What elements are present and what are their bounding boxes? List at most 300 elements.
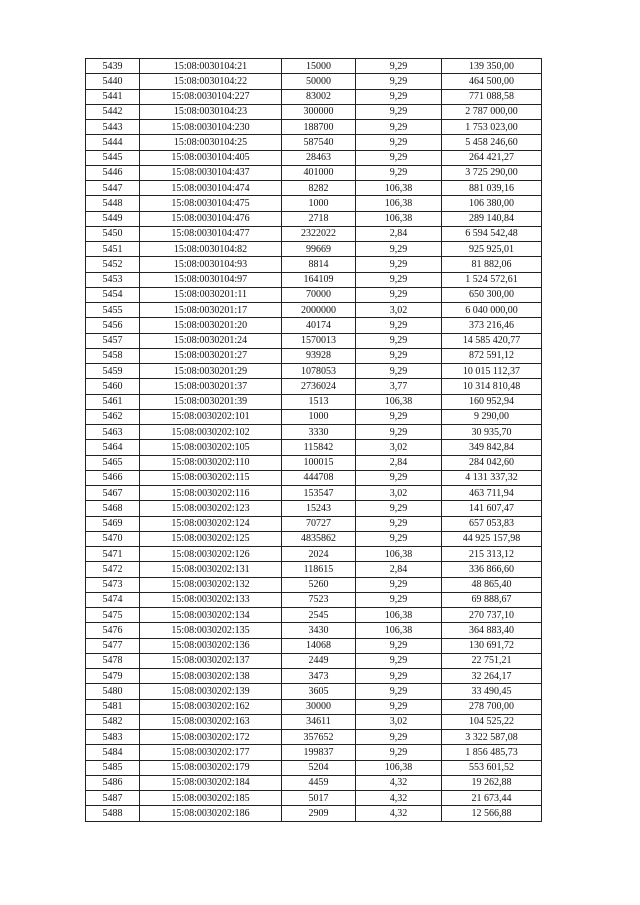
area-cell: 2545 — [282, 608, 356, 623]
value-cell: 44 925 157,98 — [442, 531, 542, 546]
area-cell: 199837 — [282, 745, 356, 760]
area-cell: 1000 — [282, 409, 356, 424]
row-number-cell: 5453 — [86, 272, 140, 287]
table-row — [86, 501, 542, 516]
row-number-cell: 5484 — [86, 745, 140, 760]
value-cell: 1 856 485,73 — [442, 745, 542, 760]
area-cell: 115842 — [282, 440, 356, 455]
value-cell: 650 300,00 — [442, 287, 542, 302]
table-row — [86, 791, 542, 806]
row-number-cell: 5473 — [86, 577, 140, 592]
rate-cell: 106,38 — [356, 608, 442, 623]
value-cell: 657 053,83 — [442, 516, 542, 531]
cadastral-number-cell: 15:08:0030104:97 — [140, 272, 282, 287]
area-cell: 300000 — [282, 104, 356, 119]
value-cell: 215 313,12 — [442, 547, 542, 562]
row-number-cell: 5488 — [86, 806, 140, 821]
value-cell: 349 842,84 — [442, 440, 542, 455]
cadastral-number-cell: 15:08:0030201:39 — [140, 394, 282, 409]
row-number-cell: 5442 — [86, 104, 140, 119]
rate-cell: 106,38 — [356, 760, 442, 775]
row-number-cell: 5444 — [86, 135, 140, 150]
value-cell: 10 015 112,37 — [442, 364, 542, 379]
area-cell: 2322022 — [282, 226, 356, 241]
area-cell: 70000 — [282, 287, 356, 302]
value-cell: 9 290,00 — [442, 409, 542, 424]
cadastral-number-cell: 15:08:0030202:185 — [140, 791, 282, 806]
table-row — [86, 623, 542, 638]
value-cell: 4 131 337,32 — [442, 470, 542, 485]
cadastral-number-cell: 15:08:0030201:24 — [140, 333, 282, 348]
area-cell: 2909 — [282, 806, 356, 821]
row-number-cell: 5454 — [86, 287, 140, 302]
table-row — [86, 714, 542, 729]
cadastral-number-cell: 15:08:0030104:474 — [140, 181, 282, 196]
rate-cell: 9,29 — [356, 89, 442, 104]
table-row — [86, 89, 542, 104]
table-row — [86, 348, 542, 363]
rate-cell: 9,29 — [356, 425, 442, 440]
cadastral-number-cell: 15:08:0030104:25 — [140, 135, 282, 150]
cadastral-number-cell: 15:08:0030202:162 — [140, 699, 282, 714]
rate-cell: 9,29 — [356, 531, 442, 546]
table-row — [86, 531, 542, 546]
value-cell: 12 566,88 — [442, 806, 542, 821]
cadastral-number-cell: 15:08:0030202:132 — [140, 577, 282, 592]
table-row — [86, 318, 542, 333]
area-cell: 3430 — [282, 623, 356, 638]
rate-cell: 9,29 — [356, 120, 442, 135]
cadastral-number-cell: 15:08:0030104:230 — [140, 120, 282, 135]
row-number-cell: 5458 — [86, 348, 140, 363]
rate-cell: 3,02 — [356, 440, 442, 455]
area-cell: 99669 — [282, 242, 356, 257]
rate-cell: 9,29 — [356, 287, 442, 302]
row-number-cell: 5487 — [86, 791, 140, 806]
value-cell: 925 925,01 — [442, 242, 542, 257]
area-cell: 15000 — [282, 59, 356, 74]
table-row — [86, 242, 542, 257]
area-cell: 3473 — [282, 669, 356, 684]
cadastral-number-cell: 15:08:0030104:405 — [140, 150, 282, 165]
value-cell: 48 865,40 — [442, 577, 542, 592]
value-cell: 69 888,67 — [442, 592, 542, 607]
cadastral-number-cell: 15:08:0030104:437 — [140, 165, 282, 180]
value-cell: 278 700,00 — [442, 699, 542, 714]
table-row — [86, 59, 542, 74]
rate-cell: 106,38 — [356, 394, 442, 409]
value-cell: 373 216,46 — [442, 318, 542, 333]
rate-cell: 9,29 — [356, 364, 442, 379]
row-number-cell: 5470 — [86, 531, 140, 546]
table-row — [86, 181, 542, 196]
row-number-cell: 5457 — [86, 333, 140, 348]
rate-cell: 106,38 — [356, 547, 442, 562]
rate-cell: 2,84 — [356, 226, 442, 241]
area-cell: 444708 — [282, 470, 356, 485]
area-cell: 30000 — [282, 699, 356, 714]
table-row — [86, 165, 542, 180]
table-row — [86, 699, 542, 714]
value-cell: 1 524 572,61 — [442, 272, 542, 287]
row-number-cell: 5439 — [86, 59, 140, 74]
row-number-cell: 5452 — [86, 257, 140, 272]
value-cell: 2 787 000,00 — [442, 104, 542, 119]
area-cell: 3330 — [282, 425, 356, 440]
rate-cell: 106,38 — [356, 181, 442, 196]
area-cell: 83002 — [282, 89, 356, 104]
cadastral-number-cell: 15:08:0030202:137 — [140, 653, 282, 668]
value-cell: 6 040 000,00 — [442, 303, 542, 318]
cadastral-number-cell: 15:08:0030202:125 — [140, 531, 282, 546]
value-cell: 336 866,60 — [442, 562, 542, 577]
value-cell: 130 691,72 — [442, 638, 542, 653]
rate-cell: 106,38 — [356, 623, 442, 638]
cadastral-number-cell: 15:08:0030202:101 — [140, 409, 282, 424]
cadastral-number-cell: 15:08:0030202:123 — [140, 501, 282, 516]
cadastral-number-cell: 15:08:0030202:138 — [140, 669, 282, 684]
row-number-cell: 5461 — [86, 394, 140, 409]
value-cell: 3 322 587,08 — [442, 730, 542, 745]
cadastral-number-cell: 15:08:0030104:227 — [140, 89, 282, 104]
row-number-cell: 5479 — [86, 669, 140, 684]
area-cell: 15243 — [282, 501, 356, 516]
value-cell: 289 140,84 — [442, 211, 542, 226]
area-cell: 4835862 — [282, 531, 356, 546]
area-cell: 153547 — [282, 486, 356, 501]
row-number-cell: 5451 — [86, 242, 140, 257]
row-number-cell: 5443 — [86, 120, 140, 135]
table-row — [86, 577, 542, 592]
row-number-cell: 5456 — [86, 318, 140, 333]
rate-cell: 9,29 — [356, 318, 442, 333]
table-row — [86, 775, 542, 790]
rate-cell: 3,02 — [356, 486, 442, 501]
rate-cell: 4,32 — [356, 775, 442, 790]
cadastral-number-cell: 15:08:0030202:184 — [140, 775, 282, 790]
cadastral-number-cell: 15:08:0030104:477 — [140, 226, 282, 241]
value-cell: 141 607,47 — [442, 501, 542, 516]
rate-cell: 9,29 — [356, 59, 442, 74]
table-row — [86, 608, 542, 623]
cadastral-number-cell: 15:08:0030104:82 — [140, 242, 282, 257]
area-cell: 357652 — [282, 730, 356, 745]
value-cell: 364 883,40 — [442, 623, 542, 638]
value-cell: 270 737,10 — [442, 608, 542, 623]
cadastral-number-cell: 15:08:0030104:21 — [140, 59, 282, 74]
table-row — [86, 562, 542, 577]
area-cell: 50000 — [282, 74, 356, 89]
area-cell: 2000000 — [282, 303, 356, 318]
area-cell: 5260 — [282, 577, 356, 592]
row-number-cell: 5477 — [86, 638, 140, 653]
value-cell: 553 601,52 — [442, 760, 542, 775]
row-number-cell: 5480 — [86, 684, 140, 699]
value-cell: 139 350,00 — [442, 59, 542, 74]
value-cell: 104 525,22 — [442, 714, 542, 729]
rate-cell: 3,02 — [356, 303, 442, 318]
table-row — [86, 470, 542, 485]
area-cell: 5017 — [282, 791, 356, 806]
area-cell: 401000 — [282, 165, 356, 180]
rate-cell: 9,29 — [356, 638, 442, 653]
row-number-cell: 5474 — [86, 592, 140, 607]
table-body — [86, 59, 542, 822]
value-cell: 463 711,94 — [442, 486, 542, 501]
cadastral-number-cell: 15:08:0030201:20 — [140, 318, 282, 333]
rate-cell: 106,38 — [356, 196, 442, 211]
row-number-cell: 5449 — [86, 211, 140, 226]
rate-cell: 2,84 — [356, 562, 442, 577]
row-number-cell: 5459 — [86, 364, 140, 379]
rate-cell: 9,29 — [356, 348, 442, 363]
row-number-cell: 5465 — [86, 455, 140, 470]
area-cell: 93928 — [282, 348, 356, 363]
table-row — [86, 409, 542, 424]
cadastral-number-cell: 15:08:0030202:135 — [140, 623, 282, 638]
rate-cell: 9,29 — [356, 669, 442, 684]
rate-cell: 9,29 — [356, 684, 442, 699]
value-cell: 19 262,88 — [442, 775, 542, 790]
row-number-cell: 5463 — [86, 425, 140, 440]
row-number-cell: 5482 — [86, 714, 140, 729]
rate-cell: 9,29 — [356, 165, 442, 180]
value-cell: 10 314 810,48 — [442, 379, 542, 394]
row-number-cell: 5464 — [86, 440, 140, 455]
area-cell: 7523 — [282, 592, 356, 607]
cadastral-number-cell: 15:08:0030202:139 — [140, 684, 282, 699]
cadastral-number-cell: 15:08:0030202:136 — [140, 638, 282, 653]
rate-cell: 9,29 — [356, 730, 442, 745]
value-cell: 21 673,44 — [442, 791, 542, 806]
value-cell: 32 264,17 — [442, 669, 542, 684]
table-row — [86, 272, 542, 287]
row-number-cell: 5476 — [86, 623, 140, 638]
value-cell: 264 421,27 — [442, 150, 542, 165]
rate-cell: 2,84 — [356, 455, 442, 470]
table-row — [86, 684, 542, 699]
rate-cell: 106,38 — [356, 211, 442, 226]
rate-cell: 9,29 — [356, 592, 442, 607]
area-cell: 8282 — [282, 181, 356, 196]
area-cell: 1078053 — [282, 364, 356, 379]
rate-cell: 4,32 — [356, 791, 442, 806]
row-number-cell: 5471 — [86, 547, 140, 562]
row-number-cell: 5455 — [86, 303, 140, 318]
row-number-cell: 5472 — [86, 562, 140, 577]
table-row — [86, 547, 542, 562]
cadastral-number-cell: 15:08:0030104:23 — [140, 104, 282, 119]
table-row — [86, 287, 542, 302]
value-cell: 872 591,12 — [442, 348, 542, 363]
table-row — [86, 638, 542, 653]
cadastral-number-cell: 15:08:0030202:110 — [140, 455, 282, 470]
area-cell: 4459 — [282, 775, 356, 790]
table-row — [86, 211, 542, 226]
cadastral-number-cell: 15:08:0030202:131 — [140, 562, 282, 577]
value-cell: 881 039,16 — [442, 181, 542, 196]
area-cell: 40174 — [282, 318, 356, 333]
table-row — [86, 425, 542, 440]
rate-cell: 9,29 — [356, 242, 442, 257]
cadastral-number-cell: 15:08:0030104:475 — [140, 196, 282, 211]
area-cell: 188700 — [282, 120, 356, 135]
table-row — [86, 135, 542, 150]
cadastral-number-cell: 15:08:0030202:163 — [140, 714, 282, 729]
cadastral-number-cell: 15:08:0030202:177 — [140, 745, 282, 760]
value-cell: 160 952,94 — [442, 394, 542, 409]
value-cell: 81 882,06 — [442, 257, 542, 272]
area-cell: 118615 — [282, 562, 356, 577]
cadastral-number-cell: 15:08:0030104:476 — [140, 211, 282, 226]
rate-cell: 9,29 — [356, 74, 442, 89]
row-number-cell: 5468 — [86, 501, 140, 516]
value-cell: 6 594 542,48 — [442, 226, 542, 241]
cadastral-number-cell: 15:08:0030202:102 — [140, 425, 282, 440]
row-number-cell: 5446 — [86, 165, 140, 180]
area-cell: 2024 — [282, 547, 356, 562]
area-cell: 14068 — [282, 638, 356, 653]
cadastral-number-cell: 15:08:0030201:11 — [140, 287, 282, 302]
row-number-cell: 5481 — [86, 699, 140, 714]
row-number-cell: 5460 — [86, 379, 140, 394]
rate-cell: 9,29 — [356, 577, 442, 592]
row-number-cell: 5483 — [86, 730, 140, 745]
value-cell: 14 585 420,77 — [442, 333, 542, 348]
table-row — [86, 150, 542, 165]
cadastral-number-cell: 15:08:0030201:37 — [140, 379, 282, 394]
rate-cell: 9,29 — [356, 135, 442, 150]
table-row — [86, 120, 542, 135]
rate-cell: 3,02 — [356, 714, 442, 729]
cadastral-number-cell: 15:08:0030202:116 — [140, 486, 282, 501]
rate-cell: 9,29 — [356, 333, 442, 348]
area-cell: 2449 — [282, 653, 356, 668]
cadastral-number-cell: 15:08:0030202:126 — [140, 547, 282, 562]
cadastral-number-cell: 15:08:0030202:124 — [140, 516, 282, 531]
table-row — [86, 104, 542, 119]
value-cell: 22 751,21 — [442, 653, 542, 668]
rate-cell: 9,29 — [356, 699, 442, 714]
table-row — [86, 74, 542, 89]
table-row — [86, 303, 542, 318]
cadastral-number-cell: 15:08:0030104:93 — [140, 257, 282, 272]
table-row — [86, 730, 542, 745]
area-cell: 34611 — [282, 714, 356, 729]
area-cell: 2718 — [282, 211, 356, 226]
area-cell: 8814 — [282, 257, 356, 272]
rate-cell: 9,29 — [356, 272, 442, 287]
table-row — [86, 516, 542, 531]
value-cell: 771 088,58 — [442, 89, 542, 104]
row-number-cell: 5478 — [86, 653, 140, 668]
area-cell: 1000 — [282, 196, 356, 211]
area-cell: 2736024 — [282, 379, 356, 394]
table-row — [86, 333, 542, 348]
value-cell: 464 500,00 — [442, 74, 542, 89]
row-number-cell: 5466 — [86, 470, 140, 485]
rate-cell: 4,32 — [356, 806, 442, 821]
area-cell: 5204 — [282, 760, 356, 775]
cadastral-number-cell: 15:08:0030202:115 — [140, 470, 282, 485]
cadastral-number-cell: 15:08:0030202:133 — [140, 592, 282, 607]
rate-cell: 9,29 — [356, 501, 442, 516]
table-row — [86, 364, 542, 379]
table-row — [86, 806, 542, 821]
row-number-cell: 5448 — [86, 196, 140, 211]
rate-cell: 9,29 — [356, 516, 442, 531]
table-row — [86, 592, 542, 607]
rate-cell: 9,29 — [356, 104, 442, 119]
value-cell: 5 458 246,60 — [442, 135, 542, 150]
value-cell: 30 935,70 — [442, 425, 542, 440]
area-cell: 1513 — [282, 394, 356, 409]
row-number-cell: 5475 — [86, 608, 140, 623]
area-cell: 164109 — [282, 272, 356, 287]
area-cell: 1570013 — [282, 333, 356, 348]
rate-cell: 9,29 — [356, 470, 442, 485]
row-number-cell: 5441 — [86, 89, 140, 104]
rate-cell: 9,29 — [356, 745, 442, 760]
area-cell: 587540 — [282, 135, 356, 150]
row-number-cell: 5450 — [86, 226, 140, 241]
table-row — [86, 226, 542, 241]
row-number-cell: 5440 — [86, 74, 140, 89]
rate-cell: 9,29 — [356, 257, 442, 272]
rate-cell: 3,77 — [356, 379, 442, 394]
cadastral-number-cell: 15:08:0030202:172 — [140, 730, 282, 745]
rate-cell: 9,29 — [356, 150, 442, 165]
cadastral-number-cell: 15:08:0030202:186 — [140, 806, 282, 821]
table-row — [86, 394, 542, 409]
value-cell: 106 380,00 — [442, 196, 542, 211]
table-row — [86, 455, 542, 470]
value-cell: 1 753 023,00 — [442, 120, 542, 135]
row-number-cell: 5447 — [86, 181, 140, 196]
cadastral-number-cell: 15:08:0030202:105 — [140, 440, 282, 455]
cadastral-number-cell: 15:08:0030202:179 — [140, 760, 282, 775]
row-number-cell: 5467 — [86, 486, 140, 501]
value-cell: 33 490,45 — [442, 684, 542, 699]
row-number-cell: 5486 — [86, 775, 140, 790]
cadastral-number-cell: 15:08:0030202:134 — [140, 608, 282, 623]
table-row — [86, 669, 542, 684]
cadastral-number-cell: 15:08:0030201:17 — [140, 303, 282, 318]
cadastral-number-cell: 15:08:0030201:29 — [140, 364, 282, 379]
table-row — [86, 760, 542, 775]
row-number-cell: 5462 — [86, 409, 140, 424]
row-number-cell: 5445 — [86, 150, 140, 165]
area-cell: 70727 — [282, 516, 356, 531]
table-row — [86, 745, 542, 760]
value-cell: 284 042,60 — [442, 455, 542, 470]
table-row — [86, 486, 542, 501]
area-cell: 28463 — [282, 150, 356, 165]
area-cell: 3605 — [282, 684, 356, 699]
rate-cell: 9,29 — [356, 409, 442, 424]
cadastral-value-table — [85, 58, 542, 822]
cadastral-number-cell: 15:08:0030104:22 — [140, 74, 282, 89]
row-number-cell: 5485 — [86, 760, 140, 775]
table-row — [86, 257, 542, 272]
value-cell: 3 725 290,00 — [442, 165, 542, 180]
table-row — [86, 196, 542, 211]
cadastral-number-cell: 15:08:0030201:27 — [140, 348, 282, 363]
rate-cell: 9,29 — [356, 653, 442, 668]
row-number-cell: 5469 — [86, 516, 140, 531]
table-row — [86, 653, 542, 668]
table-row — [86, 440, 542, 455]
